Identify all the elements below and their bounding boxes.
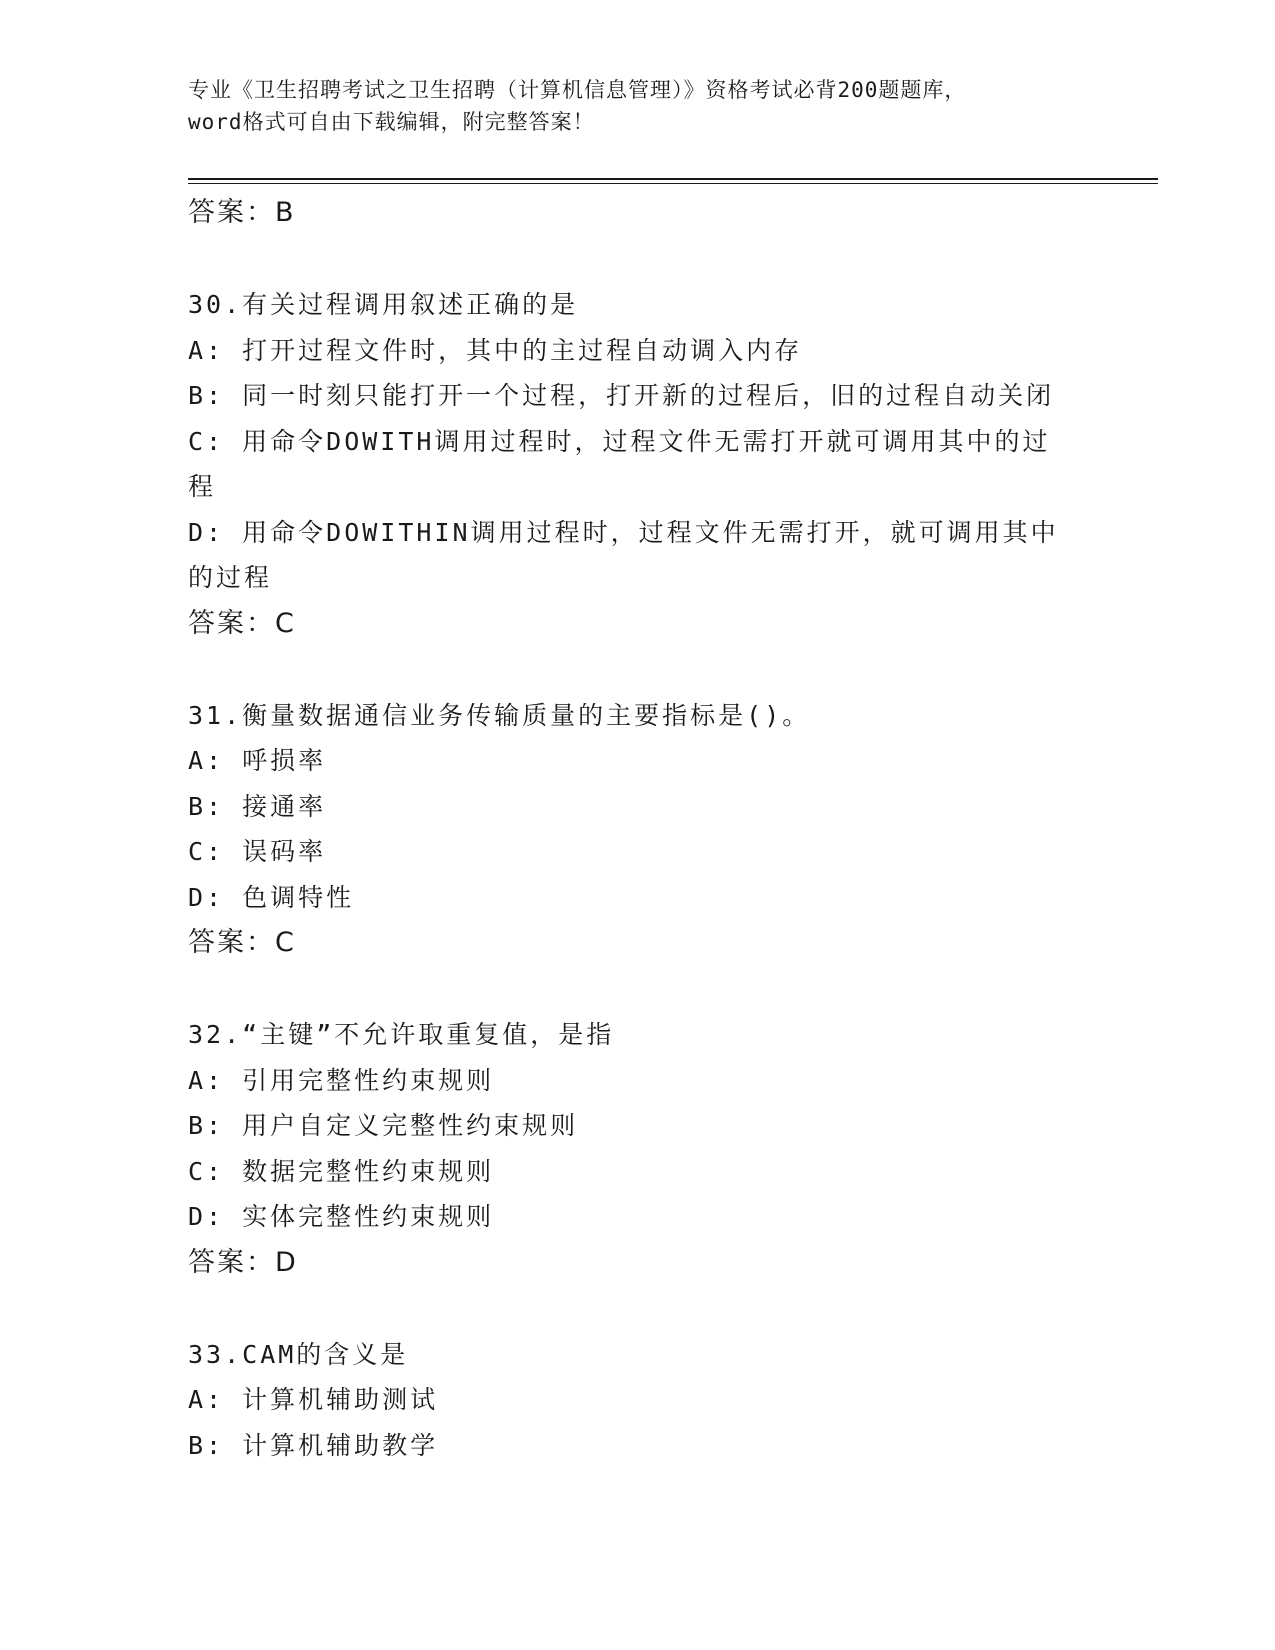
option-b: B: 接通率 xyxy=(188,791,327,821)
option-a: A: 计算机辅助测试 xyxy=(188,1385,439,1414)
question-30 xyxy=(188,282,1088,647)
spacer xyxy=(188,966,1088,1012)
question-stem: 32.“主键”不允许取重复值，是指 xyxy=(188,1020,615,1049)
header-title-line-2: word格式可自由下载编辑，附完整答案！ xyxy=(188,110,595,134)
spacer xyxy=(188,1286,1088,1332)
option-c: C: 数据完整性约束规则 xyxy=(188,1156,495,1186)
question-32 xyxy=(188,1012,1088,1286)
header-rule-thin xyxy=(188,183,1158,184)
option-d: D: 实体完整性约束规则 xyxy=(188,1202,495,1231)
option-c-continued: 程 xyxy=(188,472,217,501)
answer-line: 答案：B xyxy=(188,197,296,228)
question-33 xyxy=(188,1332,1088,1469)
spacer xyxy=(188,647,1088,693)
option-d: D: 用命令DOWITHIN调用过程时，过程文件无需打开，就可调用其中 xyxy=(188,517,1059,547)
header-title-line-1: 专业《卫生招聘考试之卫生招聘（计算机信息管理）》资格考试必背200题题库， xyxy=(188,78,967,102)
option-c: C: 用命令DOWITH调用过程时，过程文件无需打开就可调用其中的过 xyxy=(188,426,1051,456)
option-d: D: 色调特性 xyxy=(188,882,355,912)
answer-line: 答案：D xyxy=(188,1246,298,1278)
question-stem: 31.衡量数据通信业务传输质量的主要指标是()。 xyxy=(188,700,811,730)
question-stem: 33.CAM的含义是 xyxy=(188,1339,409,1369)
option-b: B: 用户自定义完整性约束规则 xyxy=(188,1111,579,1140)
question-list xyxy=(188,190,1088,1468)
document-header xyxy=(188,74,1088,138)
header-rule-thick xyxy=(188,178,1158,180)
spacer xyxy=(188,236,1088,282)
answer-line: 答案：C xyxy=(188,927,296,958)
answer-line: 答案：C xyxy=(188,607,296,639)
option-a: A: 引用完整性约束规则 xyxy=(188,1065,495,1095)
option-c: C: 误码率 xyxy=(188,837,327,866)
option-b: B: 同一时刻只能打开一个过程，打开新的过程后，旧的过程自动关闭 xyxy=(188,381,1055,410)
option-b: B: 计算机辅助教学 xyxy=(188,1430,439,1460)
option-a: A: 打开过程文件时，其中的主过程自动调入内存 xyxy=(188,335,803,365)
question-stem: 30.有关过程调用叙述正确的是 xyxy=(188,290,579,319)
option-a: A: 呼损率 xyxy=(188,746,327,775)
question-31 xyxy=(188,693,1088,967)
option-d-continued: 的过程 xyxy=(188,563,273,592)
